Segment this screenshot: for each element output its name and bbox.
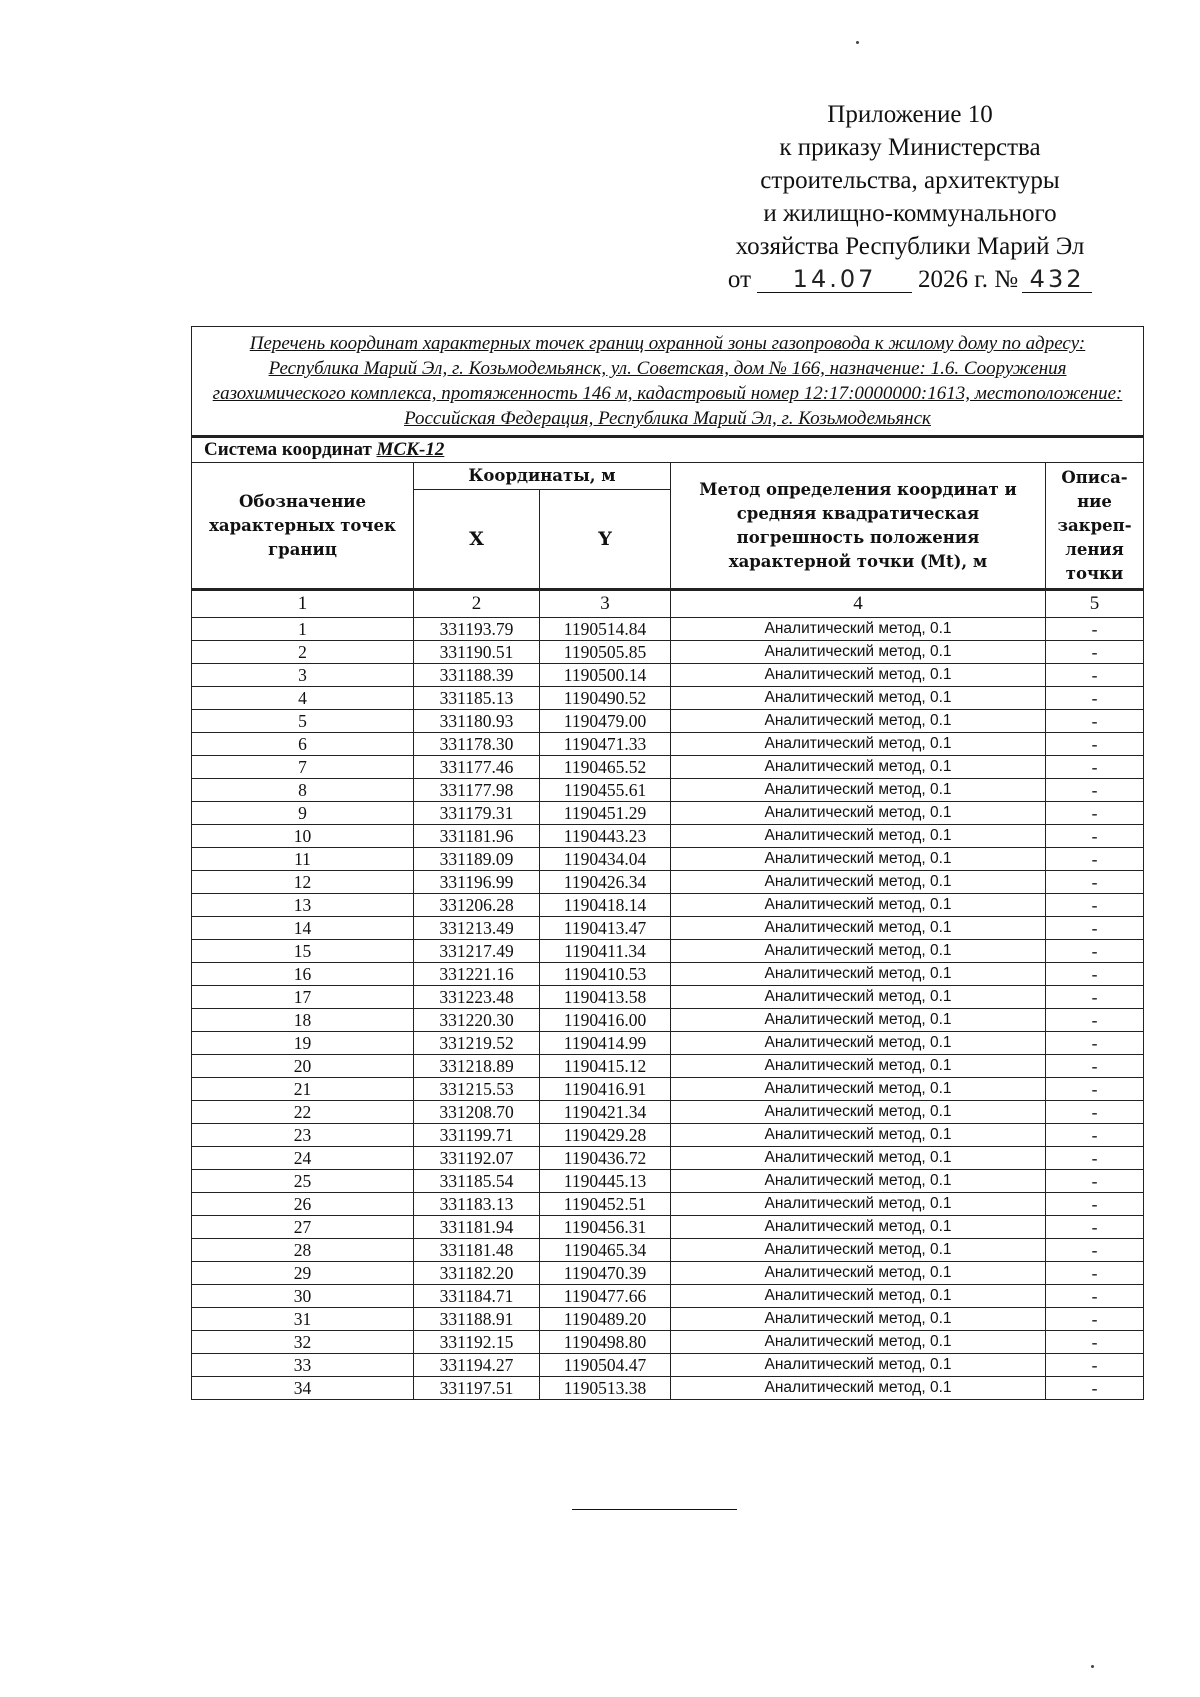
table-row xyxy=(192,1239,1144,1262)
table-row xyxy=(192,1170,1144,1193)
point-number-cell: 34 xyxy=(192,1377,414,1400)
method-cell: Аналитический метод, 0.1 xyxy=(671,618,1046,641)
description-cell: - xyxy=(1046,618,1144,641)
x-coordinate-cell: 331180.93 xyxy=(414,710,540,733)
description-cell: - xyxy=(1046,1055,1144,1078)
table-row xyxy=(192,963,1144,986)
description-cell: - xyxy=(1046,1354,1144,1377)
point-number-cell: 4 xyxy=(192,687,414,710)
y-coordinate-cell: 1190477.66 xyxy=(540,1285,671,1308)
point-number-cell: 32 xyxy=(192,1331,414,1354)
y-coordinate-cell: 1190513.38 xyxy=(540,1377,671,1400)
point-number-cell: 1 xyxy=(192,618,414,641)
table-row xyxy=(192,986,1144,1009)
y-coordinate-cell: 1190456.31 xyxy=(540,1216,671,1239)
description-cell: - xyxy=(1046,687,1144,710)
x-coordinate-cell: 331179.31 xyxy=(414,802,540,825)
point-number-cell: 26 xyxy=(192,1193,414,1216)
method-cell: Аналитический метод, 0.1 xyxy=(671,1239,1046,1262)
table-row xyxy=(192,1124,1144,1147)
y-coordinate-cell: 1190410.53 xyxy=(540,963,671,986)
description-cell: - xyxy=(1046,1262,1144,1285)
table-row xyxy=(192,848,1144,871)
x-coordinate-cell: 331183.13 xyxy=(414,1193,540,1216)
method-cell: Аналитический метод, 0.1 xyxy=(671,710,1046,733)
header-designation: Обозначение характерных точек границ xyxy=(192,463,414,590)
table-title-row xyxy=(192,327,1144,437)
point-number-cell: 17 xyxy=(192,986,414,1009)
point-number-cell: 11 xyxy=(192,848,414,871)
column-number: 3 xyxy=(540,590,671,618)
table-row xyxy=(192,871,1144,894)
x-coordinate-cell: 331185.54 xyxy=(414,1170,540,1193)
description-cell: - xyxy=(1046,802,1144,825)
description-cell: - xyxy=(1046,1124,1144,1147)
y-coordinate-cell: 1190436.72 xyxy=(540,1147,671,1170)
method-cell: Аналитический метод, 0.1 xyxy=(671,1331,1046,1354)
description-cell: - xyxy=(1046,940,1144,963)
y-coordinate-cell: 1190465.52 xyxy=(540,756,671,779)
y-coordinate-cell: 1190498.80 xyxy=(540,1331,671,1354)
x-coordinate-cell: 331223.48 xyxy=(414,986,540,1009)
table-row xyxy=(192,641,1144,664)
method-cell: Аналитический метод, 0.1 xyxy=(671,1009,1046,1032)
description-cell: - xyxy=(1046,710,1144,733)
method-cell: Аналитический метод, 0.1 xyxy=(671,1377,1046,1400)
point-number-cell: 20 xyxy=(192,1055,414,1078)
x-coordinate-cell: 331182.20 xyxy=(414,1262,540,1285)
x-coordinate-cell: 331181.94 xyxy=(414,1216,540,1239)
description-cell: - xyxy=(1046,1193,1144,1216)
table-row xyxy=(192,1009,1144,1032)
y-coordinate-cell: 1190479.00 xyxy=(540,710,671,733)
column-number: 4 xyxy=(671,590,1046,618)
point-number-cell: 23 xyxy=(192,1124,414,1147)
method-cell: Аналитический метод, 0.1 xyxy=(671,1216,1046,1239)
point-number-cell: 8 xyxy=(192,779,414,802)
y-coordinate-cell: 1190471.33 xyxy=(540,733,671,756)
description-cell: - xyxy=(1046,1032,1144,1055)
y-coordinate-cell: 1190416.00 xyxy=(540,1009,671,1032)
y-coordinate-cell: 1190426.34 xyxy=(540,871,671,894)
handwritten-date: 14.07 xyxy=(757,266,912,293)
y-coordinate-cell: 1190505.85 xyxy=(540,641,671,664)
table-row xyxy=(192,756,1144,779)
x-coordinate-cell: 331193.79 xyxy=(414,618,540,641)
y-coordinate-cell: 1190411.34 xyxy=(540,940,671,963)
point-number-cell: 31 xyxy=(192,1308,414,1331)
x-coordinate-cell: 331206.28 xyxy=(414,894,540,917)
y-coordinate-cell: 1190500.14 xyxy=(540,664,671,687)
description-cell: - xyxy=(1046,664,1144,687)
method-cell: Аналитический метод, 0.1 xyxy=(671,733,1046,756)
y-coordinate-cell: 1190451.29 xyxy=(540,802,671,825)
header-line: хозяйства Республики Марий Эл xyxy=(735,233,1085,260)
table-row xyxy=(192,894,1144,917)
description-cell: - xyxy=(1046,779,1144,802)
table-row xyxy=(192,917,1144,940)
x-coordinate-cell: 331181.48 xyxy=(414,1239,540,1262)
table-row xyxy=(192,733,1144,756)
handwritten-order-number: 432 xyxy=(1022,266,1092,293)
y-coordinate-cell: 1190504.47 xyxy=(540,1354,671,1377)
table-row xyxy=(192,1147,1144,1170)
y-coordinate-cell: 1190421.34 xyxy=(540,1101,671,1124)
x-coordinate-cell: 331192.15 xyxy=(414,1331,540,1354)
scan-speck xyxy=(1091,1665,1094,1668)
method-cell: Аналитический метод, 0.1 xyxy=(671,1055,1046,1078)
header-row xyxy=(192,463,1144,490)
table-row xyxy=(192,1262,1144,1285)
method-cell: Аналитический метод, 0.1 xyxy=(671,940,1046,963)
y-coordinate-cell: 1190429.28 xyxy=(540,1124,671,1147)
point-number-cell: 30 xyxy=(192,1285,414,1308)
point-number-cell: 24 xyxy=(192,1147,414,1170)
method-cell: Аналитический метод, 0.1 xyxy=(671,848,1046,871)
method-cell: Аналитический метод, 0.1 xyxy=(671,1354,1046,1377)
x-coordinate-cell: 331192.07 xyxy=(414,1147,540,1170)
method-cell: Аналитический метод, 0.1 xyxy=(671,1308,1046,1331)
x-coordinate-cell: 331213.49 xyxy=(414,917,540,940)
method-cell: Аналитический метод, 0.1 xyxy=(671,779,1046,802)
coordinate-system-value: МСК-12 xyxy=(376,439,445,460)
header-line: строительства, архитектуры xyxy=(760,167,1060,194)
method-cell: Аналитический метод, 0.1 xyxy=(671,1032,1046,1055)
description-cell: - xyxy=(1046,894,1144,917)
y-coordinate-cell: 1190489.20 xyxy=(540,1308,671,1331)
method-cell: Аналитический метод, 0.1 xyxy=(671,1170,1046,1193)
description-cell: - xyxy=(1046,1308,1144,1331)
table-row xyxy=(192,1377,1144,1400)
end-line xyxy=(572,1509,737,1510)
header-line: и жилищно-коммунального xyxy=(763,200,1057,227)
x-coordinate-cell: 331219.52 xyxy=(414,1032,540,1055)
point-number-cell: 10 xyxy=(192,825,414,848)
description-cell: - xyxy=(1046,1170,1144,1193)
column-number: 2 xyxy=(414,590,540,618)
point-number-cell: 2 xyxy=(192,641,414,664)
description-cell: - xyxy=(1046,1216,1144,1239)
table-row xyxy=(192,1078,1144,1101)
description-cell: - xyxy=(1046,1009,1144,1032)
coordinate-system-row xyxy=(192,437,1144,463)
description-cell: - xyxy=(1046,963,1144,986)
y-coordinate-cell: 1190413.47 xyxy=(540,917,671,940)
description-cell: - xyxy=(1046,1147,1144,1170)
point-number-cell: 25 xyxy=(192,1170,414,1193)
method-cell: Аналитический метод, 0.1 xyxy=(671,1078,1046,1101)
y-coordinate-cell: 1190414.99 xyxy=(540,1032,671,1055)
y-coordinate-cell: 1190416.91 xyxy=(540,1078,671,1101)
x-coordinate-cell: 331220.30 xyxy=(414,1009,540,1032)
point-number-cell: 15 xyxy=(192,940,414,963)
y-coordinate-cell: 1190413.58 xyxy=(540,986,671,1009)
y-coordinate-cell: 1190418.14 xyxy=(540,894,671,917)
x-coordinate-cell: 331189.09 xyxy=(414,848,540,871)
point-number-cell: 21 xyxy=(192,1078,414,1101)
description-cell: - xyxy=(1046,825,1144,848)
point-number-cell: 16 xyxy=(192,963,414,986)
x-coordinate-cell: 331196.99 xyxy=(414,871,540,894)
table-row xyxy=(192,1101,1144,1124)
description-cell: - xyxy=(1046,733,1144,756)
column-number-row xyxy=(192,590,1144,618)
description-cell: - xyxy=(1046,1078,1144,1101)
column-number: 1 xyxy=(192,590,414,618)
header-coordinates: Координаты, м xyxy=(414,463,671,490)
method-cell: Аналитический метод, 0.1 xyxy=(671,1124,1046,1147)
description-cell: - xyxy=(1046,1239,1144,1262)
x-coordinate-cell: 331178.30 xyxy=(414,733,540,756)
table-row xyxy=(192,710,1144,733)
table-row xyxy=(192,1032,1144,1055)
table-body xyxy=(192,618,1144,1400)
x-coordinate-cell: 331218.89 xyxy=(414,1055,540,1078)
scan-speck xyxy=(856,41,859,44)
description-cell: - xyxy=(1046,848,1144,871)
point-number-cell: 19 xyxy=(192,1032,414,1055)
x-coordinate-cell: 331221.16 xyxy=(414,963,540,986)
coordinate-system-label: Система координат xyxy=(204,439,372,460)
x-coordinate-cell: 331217.49 xyxy=(414,940,540,963)
method-cell: Аналитический метод, 0.1 xyxy=(671,1147,1046,1170)
description-cell: - xyxy=(1046,986,1144,1009)
x-coordinate-cell: 331177.46 xyxy=(414,756,540,779)
point-number-cell: 7 xyxy=(192,756,414,779)
x-coordinate-cell: 331181.96 xyxy=(414,825,540,848)
description-cell: - xyxy=(1046,1331,1144,1354)
x-coordinate-cell: 331188.39 xyxy=(414,664,540,687)
x-coordinate-cell: 331188.91 xyxy=(414,1308,540,1331)
method-cell: Аналитический метод, 0.1 xyxy=(671,1262,1046,1285)
point-number-cell: 33 xyxy=(192,1354,414,1377)
point-number-cell: 3 xyxy=(192,664,414,687)
method-cell: Аналитический метод, 0.1 xyxy=(671,802,1046,825)
header-description: Описа-ние закреп-ления точки xyxy=(1046,463,1144,590)
header-method: Метод определения координат и средняя квадратическая погрешность положения характерной точки (Mt), м xyxy=(671,463,1046,590)
header-x: X xyxy=(414,490,540,590)
table-title: Перечень координат характерных точек границ охранной зоны газопровода к жилому дому по адресу: Республика Марий Эл, г. Козьмодемьянск, ул. Советская, дом № 166, назначение: 1.6. Сооружения газохимического комплекса, протяженность 146 м, кадастровый номер 12:17:0000000:1613, местоположение: Российская Федерация, Республика Марий Эл, г. Козьмодемьянск xyxy=(192,327,1144,437)
y-coordinate-cell: 1190445.13 xyxy=(540,1170,671,1193)
point-number-cell: 27 xyxy=(192,1216,414,1239)
y-coordinate-cell: 1190465.34 xyxy=(540,1239,671,1262)
x-coordinate-cell: 331184.71 xyxy=(414,1285,540,1308)
x-coordinate-cell: 331199.71 xyxy=(414,1124,540,1147)
y-coordinate-cell: 1190455.61 xyxy=(540,779,671,802)
table-row xyxy=(192,1055,1144,1078)
table-row xyxy=(192,1354,1144,1377)
point-number-cell: 22 xyxy=(192,1101,414,1124)
date-prefix: от xyxy=(727,266,752,293)
y-coordinate-cell: 1190443.23 xyxy=(540,825,671,848)
y-coordinate-cell: 1190470.39 xyxy=(540,1262,671,1285)
y-coordinate-cell: 1190514.84 xyxy=(540,618,671,641)
point-number-cell: 14 xyxy=(192,917,414,940)
x-coordinate-cell: 331215.53 xyxy=(414,1078,540,1101)
table-row xyxy=(192,1285,1144,1308)
point-number-cell: 29 xyxy=(192,1262,414,1285)
method-cell: Аналитический метод, 0.1 xyxy=(671,664,1046,687)
method-cell: Аналитический метод, 0.1 xyxy=(671,825,1046,848)
table-row xyxy=(192,779,1144,802)
table-row xyxy=(192,940,1144,963)
coordinate-system xyxy=(192,437,1144,463)
point-number-cell: 18 xyxy=(192,1009,414,1032)
method-cell: Аналитический метод, 0.1 xyxy=(671,687,1046,710)
description-cell: - xyxy=(1046,1285,1144,1308)
method-cell: Аналитический метод, 0.1 xyxy=(671,871,1046,894)
method-cell: Аналитический метод, 0.1 xyxy=(671,963,1046,986)
order-header xyxy=(690,98,1130,296)
point-number-cell: 5 xyxy=(192,710,414,733)
table-row xyxy=(192,1308,1144,1331)
description-cell: - xyxy=(1046,641,1144,664)
method-cell: Аналитический метод, 0.1 xyxy=(671,756,1046,779)
method-cell: Аналитический метод, 0.1 xyxy=(671,1285,1046,1308)
method-cell: Аналитический метод, 0.1 xyxy=(671,894,1046,917)
description-cell: - xyxy=(1046,756,1144,779)
x-coordinate-cell: 331197.51 xyxy=(414,1377,540,1400)
y-coordinate-cell: 1190415.12 xyxy=(540,1055,671,1078)
x-coordinate-cell: 331208.70 xyxy=(414,1101,540,1124)
x-coordinate-cell: 331185.13 xyxy=(414,687,540,710)
coordinates-table xyxy=(191,326,1144,1400)
x-coordinate-cell: 331190.51 xyxy=(414,641,540,664)
x-coordinate-cell: 331194.27 xyxy=(414,1354,540,1377)
table-row xyxy=(192,664,1144,687)
method-cell: Аналитический метод, 0.1 xyxy=(671,1101,1046,1124)
point-number-cell: 28 xyxy=(192,1239,414,1262)
description-cell: - xyxy=(1046,871,1144,894)
method-cell: Аналитический метод, 0.1 xyxy=(671,917,1046,940)
point-number-cell: 13 xyxy=(192,894,414,917)
point-number-cell: 6 xyxy=(192,733,414,756)
table-row xyxy=(192,1331,1144,1354)
point-number-cell: 9 xyxy=(192,802,414,825)
method-cell: Аналитический метод, 0.1 xyxy=(671,1193,1046,1216)
table-row xyxy=(192,1216,1144,1239)
header-line: к приказу Министерства xyxy=(779,134,1041,161)
y-coordinate-cell: 1190434.04 xyxy=(540,848,671,871)
table-row xyxy=(192,802,1144,825)
description-cell: - xyxy=(1046,1101,1144,1124)
table-row xyxy=(192,825,1144,848)
table-row xyxy=(192,618,1144,641)
y-coordinate-cell: 1190490.52 xyxy=(540,687,671,710)
method-cell: Аналитический метод, 0.1 xyxy=(671,986,1046,1009)
header-line: Приложение 10 xyxy=(827,101,993,128)
table-row xyxy=(192,687,1144,710)
method-cell: Аналитический метод, 0.1 xyxy=(671,641,1046,664)
description-cell: - xyxy=(1046,917,1144,940)
y-coordinate-cell: 1190452.51 xyxy=(540,1193,671,1216)
year-text: 2026 г. № xyxy=(918,266,1019,293)
table-row xyxy=(192,1193,1144,1216)
header-y: Y xyxy=(540,490,671,590)
description-cell: - xyxy=(1046,1377,1144,1400)
order-date-line xyxy=(690,263,1130,296)
point-number-cell: 12 xyxy=(192,871,414,894)
x-coordinate-cell: 331177.98 xyxy=(414,779,540,802)
column-number: 5 xyxy=(1046,590,1144,618)
